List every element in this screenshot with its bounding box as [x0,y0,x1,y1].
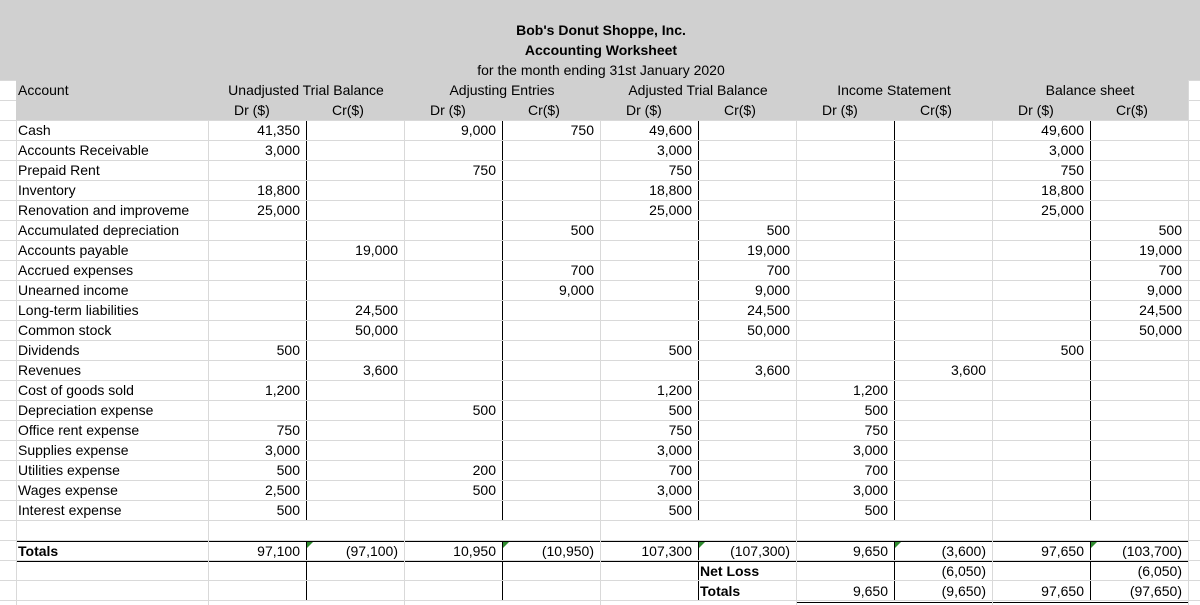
amount-cell: 3,000 [264,442,300,458]
amount-cell [992,460,1090,480]
dr-header: Dr ($) [626,102,662,118]
amount-cell [992,280,1090,300]
amount-cell: 500 [472,402,496,418]
amount-cell [698,140,796,160]
amount-cell [1090,460,1188,480]
amount-cell: 18,800 [649,182,692,198]
amount-cell [600,240,698,260]
amount-cell [796,260,894,280]
amount-cell [502,140,600,160]
amount-cell [600,300,698,320]
amount-cell: 500 [668,402,692,418]
amount-cell: 41,350 [257,122,300,138]
total-cell: 97,650 [1041,543,1084,559]
amount-cell [404,200,502,220]
amount-cell [208,220,306,240]
amount-cell [992,240,1090,260]
amount-cell: 49,600 [649,122,692,138]
amount-cell [894,280,992,300]
cr-header: Cr($) [332,102,364,118]
amount-cell: 19,000 [355,242,398,258]
amount-cell [208,240,306,260]
amount-cell [306,120,404,140]
amount-cell: 3,000 [264,142,300,158]
amount-cell: 500 [472,482,496,498]
amount-cell [796,120,894,140]
amount-cell: 1,200 [656,382,692,398]
total-cell: (9,650) [941,583,986,599]
amount-cell [1090,480,1188,500]
amount-cell [894,120,992,140]
account-name: Interest expense [18,502,122,518]
amount-cell [1090,160,1188,180]
total-cell [404,561,502,581]
final-totals-label: Totals [700,583,741,599]
amount-cell: 500 [668,502,692,518]
total-cell: (6,050) [941,563,986,579]
account-name: Unearned income [18,282,129,298]
amount-cell: 500 [864,402,888,418]
amount-cell [796,320,894,340]
amount-cell: 3,000 [1048,142,1084,158]
amount-cell [404,280,502,300]
total-cell: (107,300) [730,543,790,559]
account-name: Renovation and improveme [18,202,190,218]
total-cell: (97,100) [345,543,398,559]
amount-cell [796,220,894,240]
amount-cell: 49,600 [1041,122,1084,138]
amount-cell [894,380,992,400]
amount-cell: 500 [668,342,692,358]
amount-cell [894,200,992,220]
amount-cell [306,480,404,500]
amount-cell [1090,400,1188,420]
amount-cell [894,180,992,200]
amount-cell: 24,500 [747,302,790,318]
amount-cell [502,500,600,520]
group-header: Adjusted Trial Balance [628,82,768,98]
account-name: Accrued expenses [18,262,134,278]
total-cell [306,561,404,581]
amount-cell [796,300,894,320]
amount-cell: 750 [668,422,692,438]
amount-cell: 500 [276,502,300,518]
amount-cell: 19,000 [1139,242,1182,258]
amount-cell [992,300,1090,320]
amount-cell [698,380,796,400]
total-cell [992,561,1090,581]
account-name: Prepaid Rent [18,162,100,178]
amount-cell: 19,000 [747,242,790,258]
amount-cell [502,160,600,180]
amount-cell: 750 [472,162,496,178]
cr-header: Cr($) [920,102,952,118]
dr-header: Dr ($) [1018,102,1054,118]
amount-cell [208,160,306,180]
amount-cell [306,140,404,160]
amount-cell: 750 [864,422,888,438]
amount-cell: 700 [766,262,790,278]
amount-cell [502,320,600,340]
amount-cell: 500 [276,342,300,358]
amount-cell [894,340,992,360]
amount-cell: 750 [276,422,300,438]
total-cell: (10,950) [541,543,594,559]
amount-cell [796,140,894,160]
amount-cell [894,260,992,280]
amount-cell [502,480,600,500]
account-name: Long-term liabilities [18,302,139,318]
amount-cell [600,220,698,240]
account-name: Wages expense [18,482,118,498]
total-cell [502,561,600,581]
amount-cell [894,240,992,260]
amount-cell [404,260,502,280]
amount-cell: 700 [1158,262,1182,278]
amount-cell [894,500,992,520]
amount-cell [992,500,1090,520]
amount-cell: 50,000 [1139,322,1182,338]
total-cell [698,581,796,601]
total-cell [404,581,502,601]
amount-cell [306,160,404,180]
amount-cell [796,360,894,380]
amount-cell: 200 [472,462,496,478]
amount-cell [306,220,404,240]
amount-cell [992,380,1090,400]
amount-cell [796,280,894,300]
group-header: Unadjusted Trial Balance [228,82,384,98]
amount-cell [698,500,796,520]
amount-cell [992,220,1090,240]
amount-cell [208,360,306,380]
amount-cell [992,420,1090,440]
account-name: Dividends [18,342,80,358]
amount-cell: 750 [1060,162,1084,178]
amount-cell [1090,180,1188,200]
cr-header: Cr($) [528,102,560,118]
amount-cell [502,420,600,440]
amount-cell [502,200,600,220]
amount-cell [404,420,502,440]
amount-cell [306,500,404,520]
amount-cell [306,340,404,360]
account-name: Revenues [18,362,82,378]
amount-cell [992,440,1090,460]
amount-cell [1090,500,1188,520]
amount-cell [698,440,796,460]
amount-cell: 18,800 [257,182,300,198]
amount-cell [404,320,502,340]
period-title: for the month ending 31st January 2020 [477,62,725,78]
amount-cell [894,420,992,440]
amount-cell: 24,500 [355,302,398,318]
total-cell: 97,100 [257,543,300,559]
amount-cell: 9,000 [460,122,496,138]
amount-cell: 24,500 [1139,302,1182,318]
amount-cell: 700 [570,262,594,278]
amount-cell [404,380,502,400]
amount-cell: 3,600 [754,362,790,378]
amount-cell: 3,000 [852,442,888,458]
amount-cell [698,480,796,500]
amount-cell [992,360,1090,380]
amount-cell: 3,600 [950,362,986,378]
amount-cell: 700 [668,462,692,478]
amount-cell: 750 [668,162,692,178]
amount-cell [698,180,796,200]
amount-cell [404,140,502,160]
amount-cell [502,300,600,320]
amount-cell [306,200,404,220]
amount-cell [306,400,404,420]
amount-cell: 750 [570,122,594,138]
amount-cell [894,480,992,500]
amount-cell [306,280,404,300]
amount-cell: 1,200 [264,382,300,398]
amount-cell [1090,440,1188,460]
dr-header: Dr ($) [430,102,466,118]
amount-cell [1090,340,1188,360]
totals-label: Totals [18,543,59,559]
amount-cell [404,340,502,360]
amount-cell [404,300,502,320]
amount-cell: 25,000 [257,202,300,218]
group-header: Income Statement [837,82,951,98]
amount-cell [1090,420,1188,440]
amount-cell [894,220,992,240]
amount-cell [698,160,796,180]
account-name: Supplies expense [18,442,129,458]
amount-cell: 3,600 [362,362,398,378]
amount-cell [502,400,600,420]
amount-cell [404,500,502,520]
amount-cell: 9,000 [754,282,790,298]
amount-cell [698,400,796,420]
amount-cell [404,220,502,240]
amount-cell [992,480,1090,500]
amount-cell [698,200,796,220]
account-name: Accounts payable [18,242,129,258]
amount-cell: 700 [864,462,888,478]
amount-cell [894,300,992,320]
amount-cell [796,200,894,220]
amount-cell [894,320,992,340]
total-cell: 9,650 [852,543,888,559]
amount-cell [306,180,404,200]
amount-cell [796,240,894,260]
amount-cell [698,120,796,140]
amount-cell [502,360,600,380]
amount-cell [992,400,1090,420]
amount-cell [404,440,502,460]
amount-cell [1090,360,1188,380]
dr-header: Dr ($) [234,102,270,118]
total-cell [698,561,796,581]
amount-cell [796,340,894,360]
amount-cell [600,260,698,280]
amount-cell [208,280,306,300]
account-name: Cost of goods sold [18,382,134,398]
amount-cell [306,440,404,460]
amount-cell [796,180,894,200]
amount-cell: 3,000 [656,442,692,458]
amount-cell [894,460,992,480]
amount-cell [600,360,698,380]
amount-cell: 500 [1158,222,1182,238]
amount-cell [306,380,404,400]
amount-cell [502,440,600,460]
amount-cell: 500 [1060,342,1084,358]
amount-cell: 1,200 [852,382,888,398]
amount-cell [306,460,404,480]
account-name: Common stock [18,322,112,338]
company-title: Bob's Donut Shoppe, Inc. [516,22,686,38]
total-cell: 9,650 [852,583,888,599]
amount-cell: 9,000 [558,282,594,298]
amount-cell [992,320,1090,340]
amount-cell [502,340,600,360]
dr-header: Dr ($) [822,102,858,118]
amount-cell [894,160,992,180]
amount-cell: 500 [766,222,790,238]
account-name: Accumulated depreciation [18,222,180,238]
total-cell: 107,300 [641,543,692,559]
amount-cell [404,180,502,200]
total-cell [600,561,698,581]
total-cell: (103,700) [1122,543,1182,559]
cr-header: Cr($) [724,102,756,118]
account-name: Inventory [18,182,76,198]
total-cell [306,581,404,601]
amount-cell [404,360,502,380]
amount-cell: 3,000 [656,482,692,498]
amount-cell [698,460,796,480]
amount-cell [306,420,404,440]
total-cell [502,581,600,601]
total-cell: (6,050) [1137,563,1182,579]
amount-cell: 50,000 [747,322,790,338]
total-cell [796,561,894,581]
amount-cell [404,240,502,260]
total-cell: (3,600) [941,543,986,559]
amount-cell: 2,500 [264,482,300,498]
amount-cell [208,400,306,420]
account-header: Account [18,82,69,98]
account-name: Depreciation expense [18,402,154,418]
amount-cell [894,440,992,460]
amount-cell: 500 [570,222,594,238]
amount-cell [208,300,306,320]
amount-cell [698,340,796,360]
amount-cell [1090,200,1188,220]
amount-cell: 3,000 [852,482,888,498]
amount-cell: 18,800 [1041,182,1084,198]
cr-header: Cr($) [1116,102,1148,118]
amount-cell [698,420,796,440]
amount-cell [1090,380,1188,400]
group-header: Balance sheet [1045,82,1135,98]
amount-cell: 50,000 [355,322,398,338]
total-cell: 10,950 [453,543,496,559]
group-header: Adjusting Entries [449,82,555,98]
account-name: Cash [18,122,51,138]
total-cell: 97,650 [1041,583,1084,599]
amount-cell [894,140,992,160]
amount-cell [992,260,1090,280]
total-cell: (97,650) [1129,583,1182,599]
amount-cell: 25,000 [1041,202,1084,218]
amount-cell [208,320,306,340]
amount-cell: 500 [276,462,300,478]
total-cell [208,561,306,581]
amount-cell [502,460,600,480]
amount-cell [600,280,698,300]
amount-cell [502,180,600,200]
amount-cell [894,400,992,420]
amount-cell [502,380,600,400]
worksheet-title: Accounting Worksheet [524,42,678,58]
amount-cell [1090,140,1188,160]
amount-cell [1090,120,1188,140]
amount-cell: 500 [864,502,888,518]
account-name: Accounts Receivable [18,142,149,158]
account-name: Utilities expense [18,462,120,478]
amount-cell: 9,000 [1146,282,1182,298]
amount-cell [600,320,698,340]
amount-cell [796,160,894,180]
account-name: Office rent expense [18,422,140,438]
amount-cell: 3,000 [656,142,692,158]
total-cell [600,581,698,601]
amount-cell [306,260,404,280]
amount-cell: 25,000 [649,202,692,218]
net-loss-label: Net Loss [700,563,760,579]
amount-cell [208,260,306,280]
total-cell [208,581,306,601]
amount-cell [502,240,600,260]
